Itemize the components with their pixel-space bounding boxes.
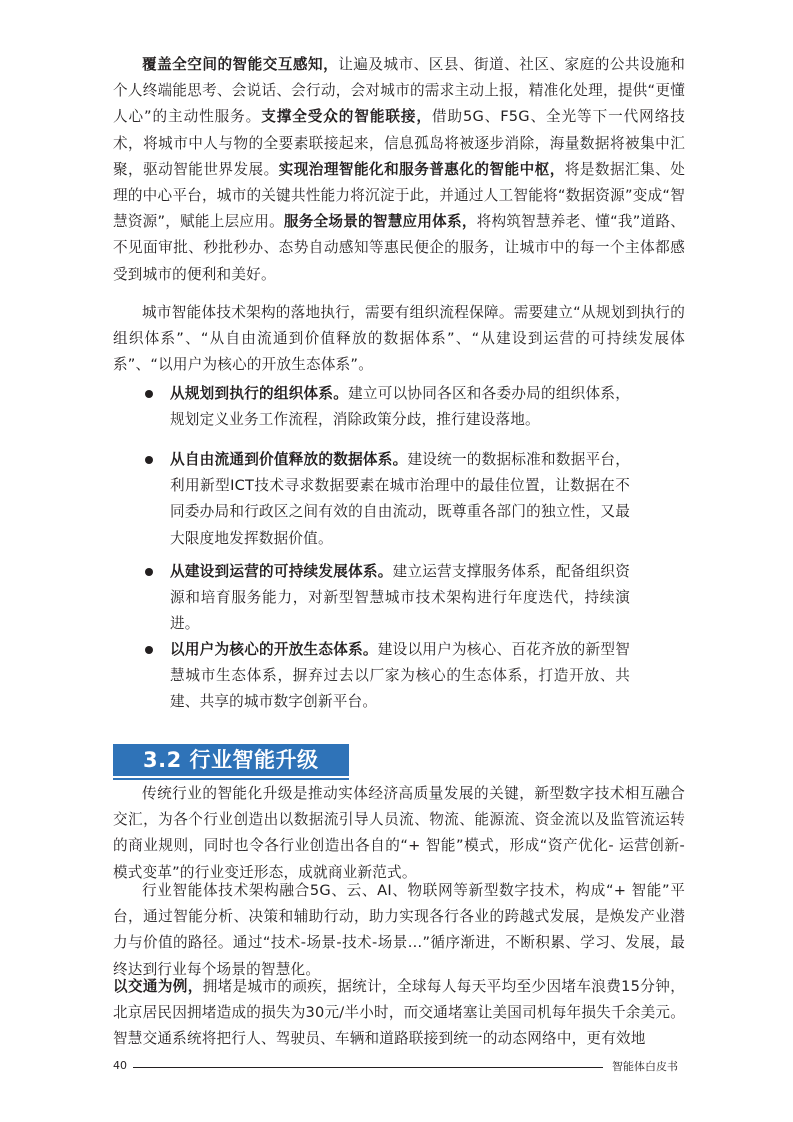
bullet-bold: 以用户为核心的开放生态体系。 bbox=[170, 641, 378, 658]
bullet-item-4 bbox=[170, 637, 630, 716]
section-title: 3.2 行业智能升级 bbox=[143, 748, 319, 772]
body-text: 将是数据汇集、处理的中心平台，城市的关键共性能力将沉淀于此，并通过人工智能将“数据资源”变成“智慧资源”，赋能上层应用。 bbox=[113, 160, 685, 231]
bullet-text: 建设以用户为核心、百花齐放的新型智慧城市生态体系，摒弃过去以厂家为核心的生态体系，打造开放、共建、共享的城市数字创新平台。 bbox=[170, 641, 630, 711]
body-text: 拥堵是城市的顽疾，据统计，全球每人每天平均至少因堵车浪费15分钟，北京居民因拥堵造成的损失为30元/半小时，而交通堵塞让美国司机每年损失千余美元。智慧交通系统将把行人、驾驶员、车辆和道路联接到统一的动态网络中，更有效地 bbox=[113, 978, 685, 1048]
bold-term: 覆盖全空间的智能交互感知， bbox=[142, 56, 339, 73]
page-number: 40 bbox=[113, 1059, 127, 1072]
bullet-dot bbox=[145, 456, 153, 464]
body-text: 让遍及城市、区县、街道、社区、家庭的公共设施和个人终端能思考、会说话、会行动，会对城市的需求主动上报，精准化处理，提供“更懂人心”的主动性服务。 bbox=[113, 56, 685, 126]
bullet-text: 建立可以协同各区和各委办局的组织体系，规划定义业务工作流程，消除政策分歧，推行建设落地。 bbox=[170, 385, 630, 429]
bullet-dot bbox=[145, 568, 153, 576]
paragraph-organization: 城市智能体技术架构的落地执行，需要有组织流程保障。需要建立“从规划到执行的组织体系”、“从自由流通到价值释放的数据体系”、“从建设到运营的可持续发展体系”、“以用户为核心的开放生态体系”。 bbox=[113, 304, 685, 374]
bullet-dot bbox=[145, 646, 153, 654]
bullet-item-1 bbox=[170, 381, 630, 433]
bold-term: 以交通为例， bbox=[113, 978, 203, 995]
bullet-bold: 从建设到运营的可持续发展体系。 bbox=[170, 563, 393, 580]
bullet-item-2 bbox=[170, 447, 630, 552]
footer-divider bbox=[133, 1067, 603, 1068]
paragraph-smart-city-layers bbox=[113, 52, 685, 288]
body-text: 将构筑智慧养老、懂“我”道路、不见面审批、秒批秒办、态势自动感知等惠民便企的服务，让城市中的每一个主体都感受到城市的便利和美好。 bbox=[113, 213, 685, 283]
bold-term: 服务全场景的智慧应用体系， bbox=[283, 213, 477, 231]
bullet-text: 建立运营支撑服务体系，配备组织资源和培育服务能力，对新型智慧城市技术架构进行年度迭代，持续演进。 bbox=[170, 563, 630, 633]
bold-term: 支撑全受众的智能联接， bbox=[261, 108, 432, 126]
paragraph-transport-example bbox=[113, 974, 685, 1053]
bold-term: 实现治理智能化和服务普惠化的智能中枢， bbox=[278, 160, 565, 178]
body-text: 借助5G、F5G、全光等下一代网络技术，将城市中人与物的全要素联接起来，信息孤岛将被逐步消除，海量数据将被集中汇聚，驱动智能世界发展。 bbox=[113, 108, 686, 178]
paragraph-industry-architecture: 行业智能体技术架构融合5G、云、AI、物联网等新型数字技术，构成“+ 智能”平台，通过智能分析、决策和辅助行动，助力实现各行各业的跨越式发展，是焕发产业潜力与价值的路径。通过“技术-场景-技术-场景…”循序渐进，不断积累、学习、发展，最终达到行业每个场景的智慧化。 bbox=[113, 882, 685, 978]
paragraph-industry-upgrade: 传统行业的智能化升级是推动实体经济高质量发展的关键，新型数字技术相互融合交汇，为各个行业创造出以数据流引导人员流、物流、能源流、资金流以及监管流运转的商业规则，同时也令各行业创造出各自的“+ 智能”模式，形成“资产优化- 运营创新-模式变革”的行业变迁形态，成就商业新范式。 bbox=[113, 785, 685, 881]
bullet-bold: 从规划到执行的组织体系。 bbox=[170, 385, 349, 402]
section-heading-bar bbox=[113, 744, 349, 776]
bullet-bold: 从自由流通到价值释放的数据体系。 bbox=[170, 451, 408, 468]
footer-doc-title: 智能体白皮书 bbox=[612, 1060, 678, 1073]
bullet-text: 建设统一的数据标准和数据平台，利用新型ICT技术寻求数据要素在城市治理中的最佳位置，让数据在不同委办局和行政区之间有效的自由流动，既尊重各部门的独立性，又最大限度地发挥数据价值。 bbox=[170, 451, 630, 547]
bullet-dot bbox=[145, 390, 153, 398]
bullet-item-3 bbox=[170, 559, 630, 638]
